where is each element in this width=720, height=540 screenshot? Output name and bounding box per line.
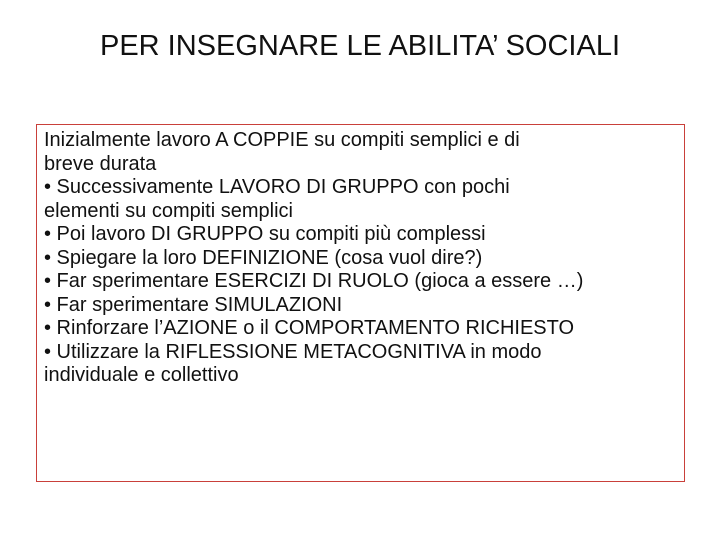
- content-line-10: • Utilizzare la RIFLESSIONE METACOGNITIVA in modo: [44, 340, 542, 363]
- content-line-2: breve durata: [44, 152, 157, 175]
- content-line-5: • Poi lavoro DI GRUPPO su compiti più complessi: [44, 223, 486, 245]
- content-line-9: • Rinforzare l’AZIONE o il COMPORTAMENTO RICHIESTO: [44, 317, 575, 339]
- content-line-3: • Successivamente LAVORO DI GRUPPO con pochi: [44, 176, 510, 198]
- content-line-8: • Far sperimentare SIMULAZIONI: [44, 293, 343, 316]
- content-line-6: • Spiegare la loro DEFINIZIONE (cosa vuol dire?): [44, 246, 483, 269]
- slide-title: PER INSEGNARE LE ABILITA’ SOCIALI: [99, 30, 621, 62]
- content-box: [36, 124, 685, 482]
- content-line-7: • Far sperimentare ESERCIZI DI RUOLO (gioca a essere …): [44, 270, 584, 292]
- content-line-4: elementi su compiti semplici: [44, 199, 293, 222]
- content-line-1: Inizialmente lavoro A COPPIE su compiti semplici e di: [44, 129, 520, 151]
- content-line-11: individuale e collettivo: [44, 364, 239, 386]
